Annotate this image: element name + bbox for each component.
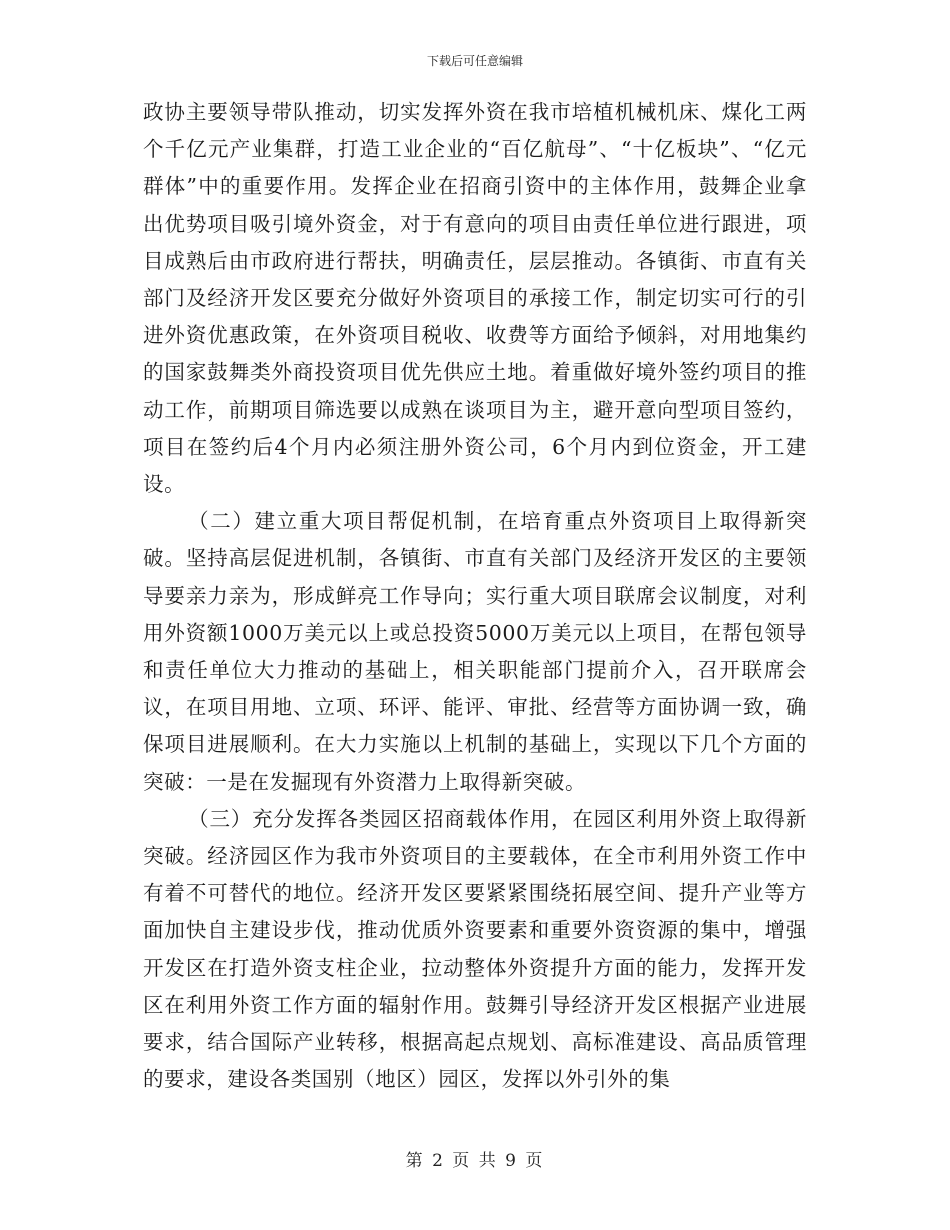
page-header-note: 下载后可任意编辑 (426, 54, 523, 68)
document-body (143, 94, 807, 1098)
paragraph-section-three: （三）充分发挥各类园区招商载体作用，在园区利用外资上取得新突破。经济园区作为我市外资项目的主要载体，在全市利用外资工作中有着不可替代的地位。经济开发区要紧紧围绕拓展空间、提升产业等方面加快自主建设步伐，推动优质外资要素和重要外资资源的集中，增强开发区在打造外资支柱企业，拉动整体外资提升方面的能力，发挥开发区在利用外资工作方面的辐射作用。鼓舞引导经济开发区根据产业进展要求，结合国际产业转移，根据高起点规划、高标准建设、高品质管理的要求，建设各类国别（地区）园区，发挥以外引外的集 (143, 806, 807, 1092)
paragraph-section-two: （二）建立重大项目帮促机制，在培育重点外资项目上取得新突破。坚持高层促进机制，各镇街、市直有关部门及经济开发区的主要领导要亲力亲为，形成鲜亮工作导向；实行重大项目联席会议制度，对利用外资额1000万美元以上或总投资5000万美元以上项目，在帮包领导和责任单位大力推动的基础上，相关职能部门提前介入，召开联席会议，在项目用地、立项、环评、能评、审批、经营等方面协调一致，确保项目进展顺利。在大力实施以上机制的基础上，实现以下几个方面的突破：一是在发掘现有外资潜力上取得新突破。 (143, 509, 807, 794)
page-number: 第 2 页 共 9 页 (405, 1151, 545, 1171)
paragraph-continuation: 政协主要领导带队推动，切实发挥外资在我市培植机械机床、煤化工两个千亿元产业集群，打造工业企业的“百亿航母”、“十亿板块”、“亿元群体”中的重要作用。发挥企业在招商引资中的主体作用，鼓舞企业拿出优势项目吸引境外资金，对于有意向的项目由责任单位进行跟进，项目成熟后由市政府进行帮扶，明确责任，层层推动。各镇街、市直有关部门及经济开发区要充分做好外资项目的承接工作，制定切实可行的引进外资优惠政策，在外资项目税收、收费等方面给予倾斜，对用地集约的国家鼓舞类外商投资项目优先供应土地。着重做好境外签约项目的推动工作，前期项目筛选要以成熟在谈项目为主，避开意向型项目签约，项目在签约后4个月内必须注册外资公司，6个月内到位资金，开工建设。 (143, 100, 807, 497)
